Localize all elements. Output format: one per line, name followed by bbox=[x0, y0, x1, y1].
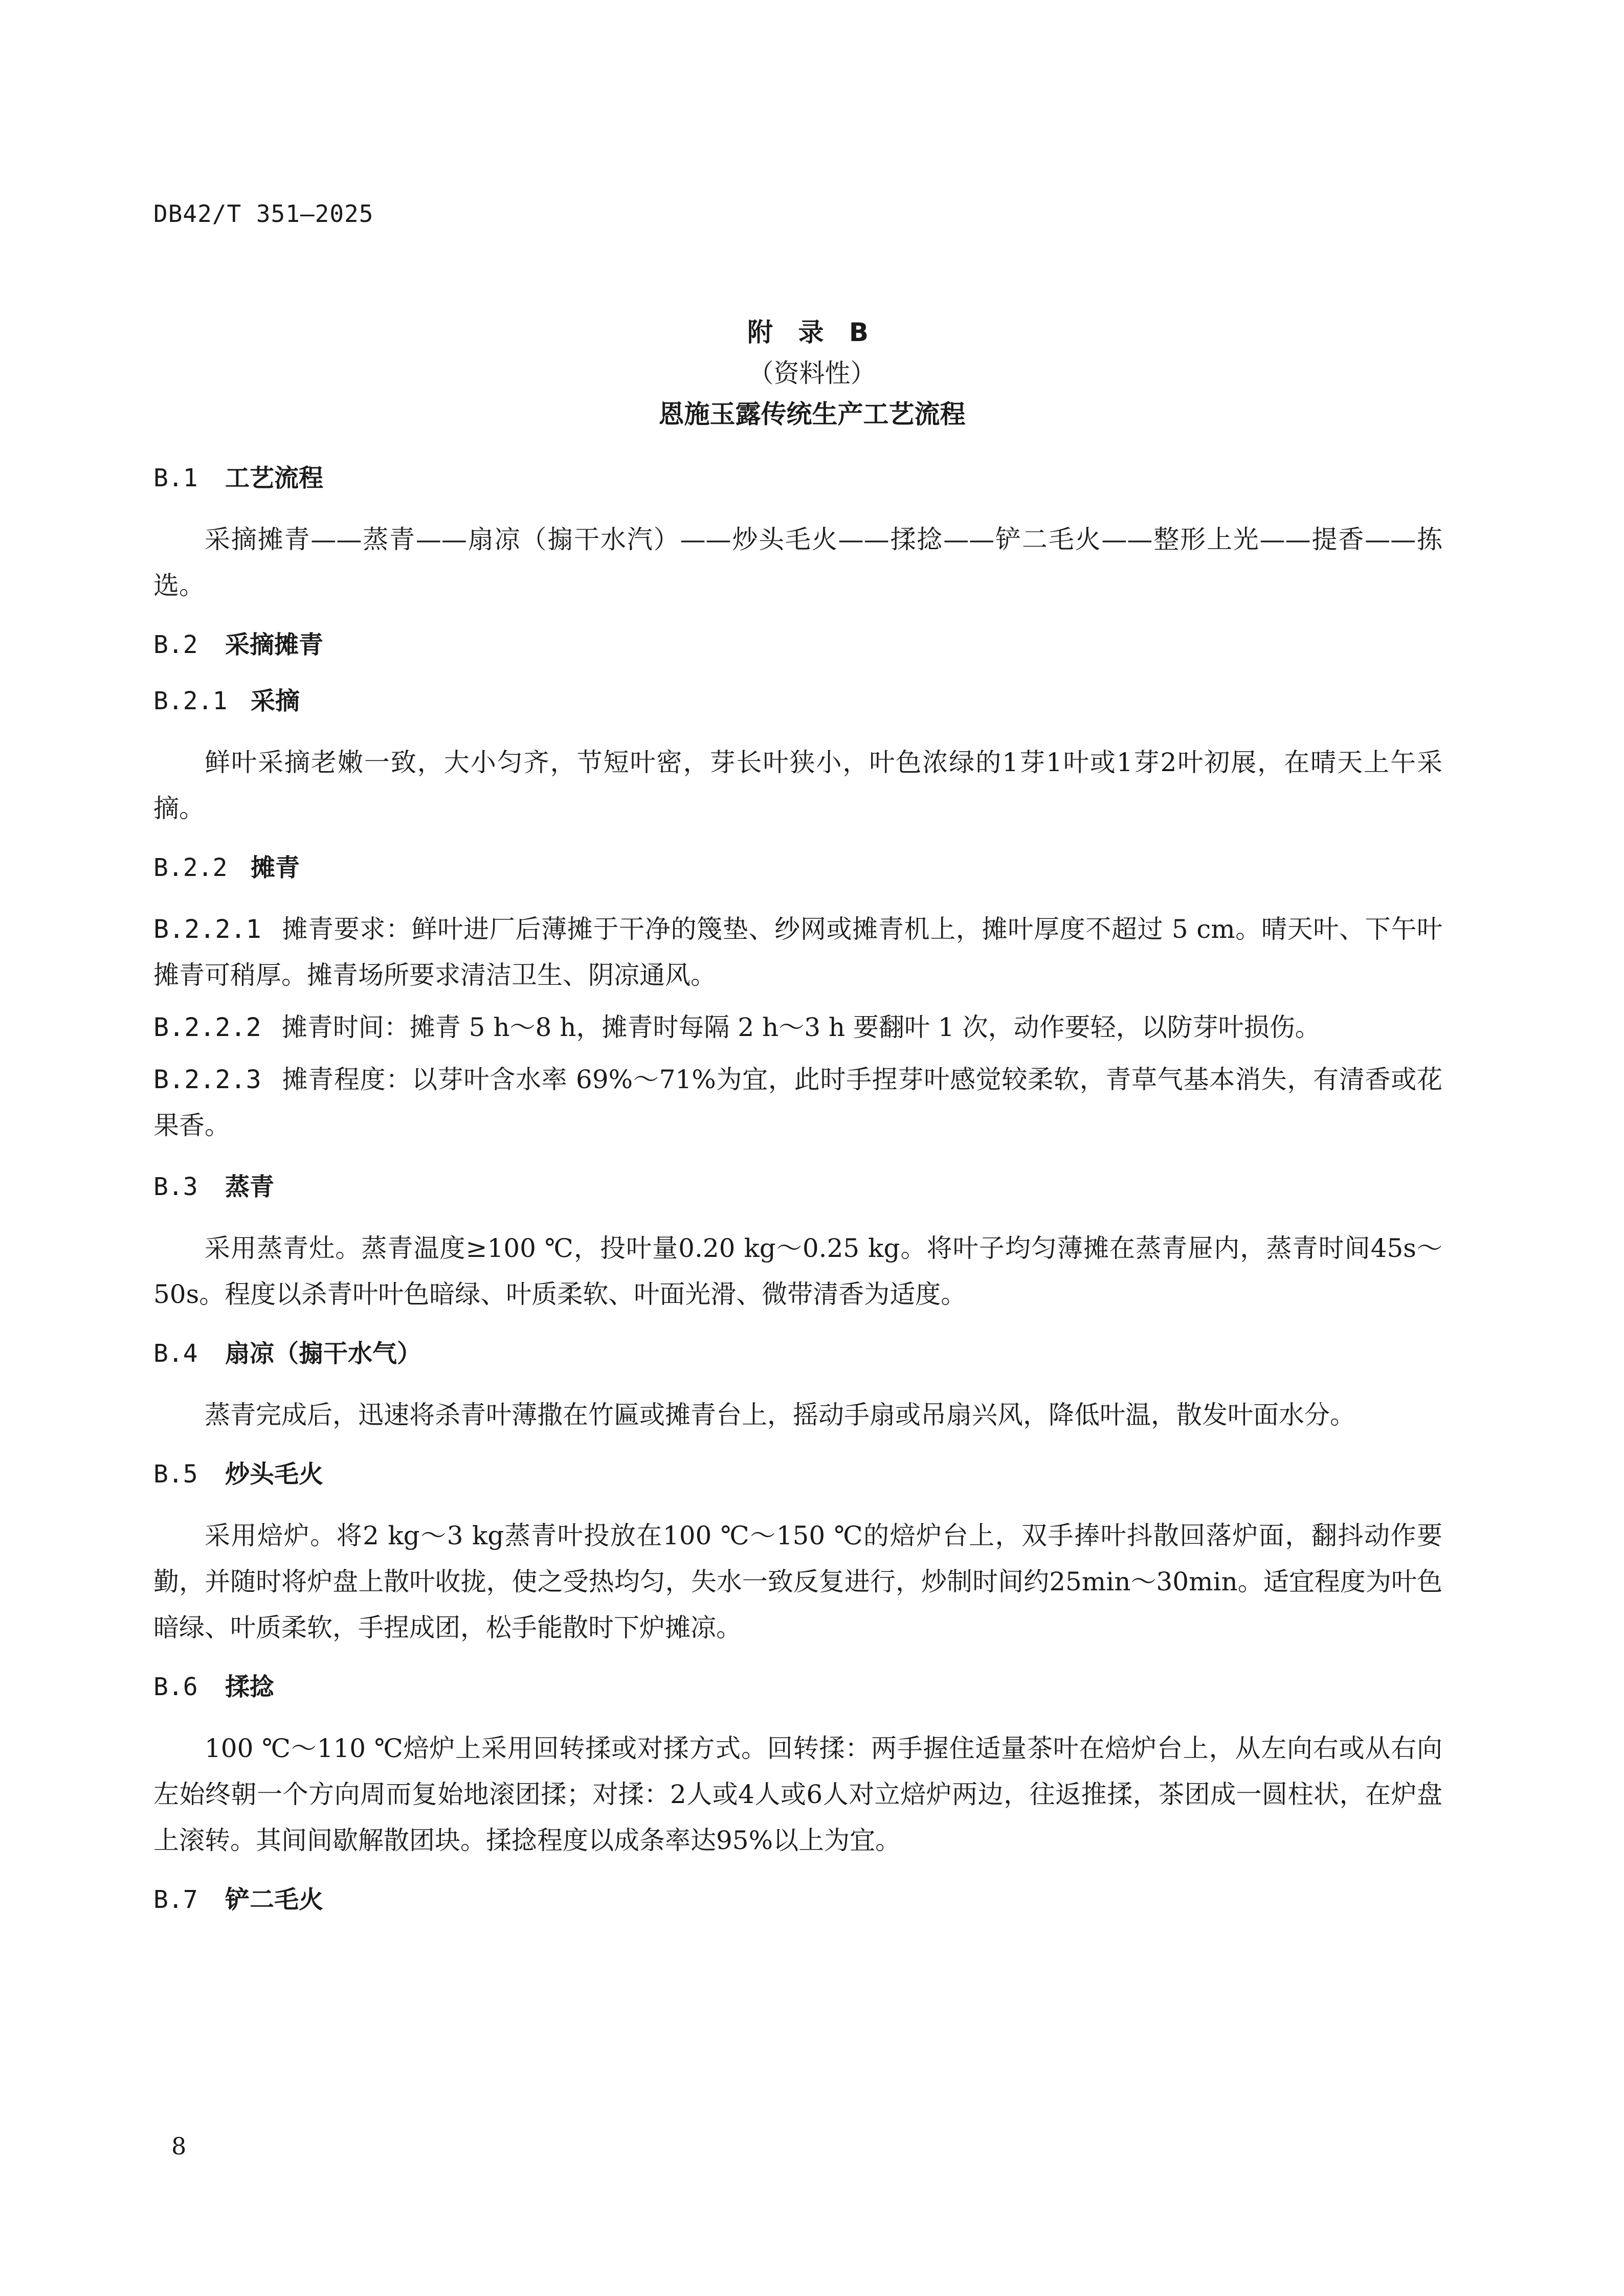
section-number: B.2.2 bbox=[153, 853, 228, 882]
clause-number: B.2.2.2 bbox=[153, 1012, 261, 1042]
section-title: 蒸青 bbox=[225, 1173, 275, 1201]
clause-b223 bbox=[153, 1056, 1442, 1149]
section-number: B.3 bbox=[153, 1173, 198, 1201]
section-heading-b1 bbox=[153, 460, 1442, 496]
section-title: 扇凉（搧干水气） bbox=[225, 1339, 422, 1368]
section-title: 摊青 bbox=[251, 853, 300, 882]
clause-text: 摊青程度：以芽叶含水率 69%～71%为宜，此时手捏芽叶感觉较柔软，青草气基本消失，有清香或花果香。 bbox=[153, 1065, 1442, 1140]
section-number: B.4 bbox=[153, 1339, 198, 1368]
section-title: 采摘 bbox=[251, 687, 300, 715]
section-number: B.7 bbox=[153, 1885, 198, 1914]
annex-type: （资料性） bbox=[748, 358, 876, 388]
section-paragraph-b4: 蒸青完成后，迅速将杀青叶薄撒在竹匾或摊青台上，摇动手扇或吊扇兴风，降低叶温，散发叶面水分。 bbox=[205, 1400, 1355, 1430]
section-title: 炒头毛火 bbox=[225, 1460, 324, 1489]
clause-b222 bbox=[153, 1004, 1442, 1050]
section-title: 铲二毛火 bbox=[225, 1885, 324, 1914]
section-paragraph-b5: 采用焙炉。将2 kg～3 kg蒸青叶投放在100 ℃～150 ℃的焙炉台上，双手捧叶抖散回落炉面，翻抖动作要勤，并随时将炉盘上散叶收拢，使之受热均匀，失水一致反复进行，炒制时间约25min～30min。适宜程度为叶色暗绿、叶质柔软，手捏成团，松手能散时下炉摊凉。 bbox=[153, 1521, 1442, 1642]
section-title: 采摘摊青 bbox=[225, 631, 324, 659]
section-number: B.2.1 bbox=[153, 687, 228, 715]
annex-title: 恩施玉露传统生产工艺流程 bbox=[658, 399, 966, 429]
section-heading-b6 bbox=[153, 1669, 1442, 1705]
section-heading-b3 bbox=[153, 1169, 1442, 1205]
section-title: 工艺流程 bbox=[225, 464, 324, 492]
section-heading-b4 bbox=[153, 1336, 1442, 1371]
section-paragraph-b21: 鲜叶采摘老嫩一致，大小匀齐，节短叶密，芽长叶狭小，叶色浓绿的1芽1叶或1芽2叶初展，在晴天上午采摘。 bbox=[153, 748, 1442, 823]
clause-number: B.2.2.1 bbox=[153, 914, 261, 944]
section-paragraph-b6: 100 ℃～110 ℃焙炉上采用回转揉或对揉方式。回转揉：两手握住适量茶叶在焙炉台上，从左向右或从右向左始终朝一个方向周而复始地滚团揉；对揉：2人或4人或6人对立焙炉两边，往返推揉，茶团成一圆柱状，在炉盘上滚转。其间间歇解散团块。揉捻程度以成条率达95%以上为宜。 bbox=[153, 1734, 1442, 1855]
section-paragraph-b1: 采摘摊青——蒸青——扇凉（搧干水汽）——炒头毛火——揉捻——铲二毛火——整形上光——提香——拣选。 bbox=[153, 525, 1442, 600]
section-heading-b21 bbox=[153, 683, 1442, 719]
document-code: DB42/T 351—2025 bbox=[153, 200, 374, 228]
clause-b221 bbox=[153, 906, 1442, 998]
document-body bbox=[153, 460, 1442, 1938]
section-number: B.2 bbox=[153, 631, 198, 659]
clause-text: 摊青要求：鲜叶进厂后薄摊于干净的篾垫、纱网或摊青机上，摊叶厚度不超过 5 cm。晴天叶、下午叶摊青可稍厚。摊青场所要求清洁卫生、阴凉通风。 bbox=[153, 914, 1442, 990]
page-number: 8 bbox=[171, 2132, 187, 2160]
section-title: 揉捻 bbox=[225, 1673, 275, 1701]
annex-label: 附 录 B bbox=[747, 318, 877, 347]
section-number: B.5 bbox=[153, 1460, 198, 1489]
clause-text: 摊青时间：摊青 5 h～8 h，摊青时每隔 2 h～3 h 要翻叶 1 次，动作要轻，以防芽叶损伤。 bbox=[281, 1012, 1321, 1042]
section-number: B.1 bbox=[153, 464, 198, 492]
section-paragraph-b3: 采用蒸青灶。蒸青温度≥100 ℃，投叶量0.20 kg～0.25 kg。将叶子均匀薄摊在蒸青屉内，蒸青时间45s～50s。程度以杀青叶叶色暗绿、叶质柔软、叶面光滑、微带清香为适度。 bbox=[153, 1233, 1442, 1309]
section-heading-b5 bbox=[153, 1456, 1442, 1492]
section-heading-b2 bbox=[153, 627, 1442, 663]
section-heading-b7 bbox=[153, 1882, 1442, 1918]
section-number: B.6 bbox=[153, 1673, 198, 1701]
section-heading-b22 bbox=[153, 850, 1442, 886]
clause-number: B.2.2.3 bbox=[153, 1065, 261, 1094]
